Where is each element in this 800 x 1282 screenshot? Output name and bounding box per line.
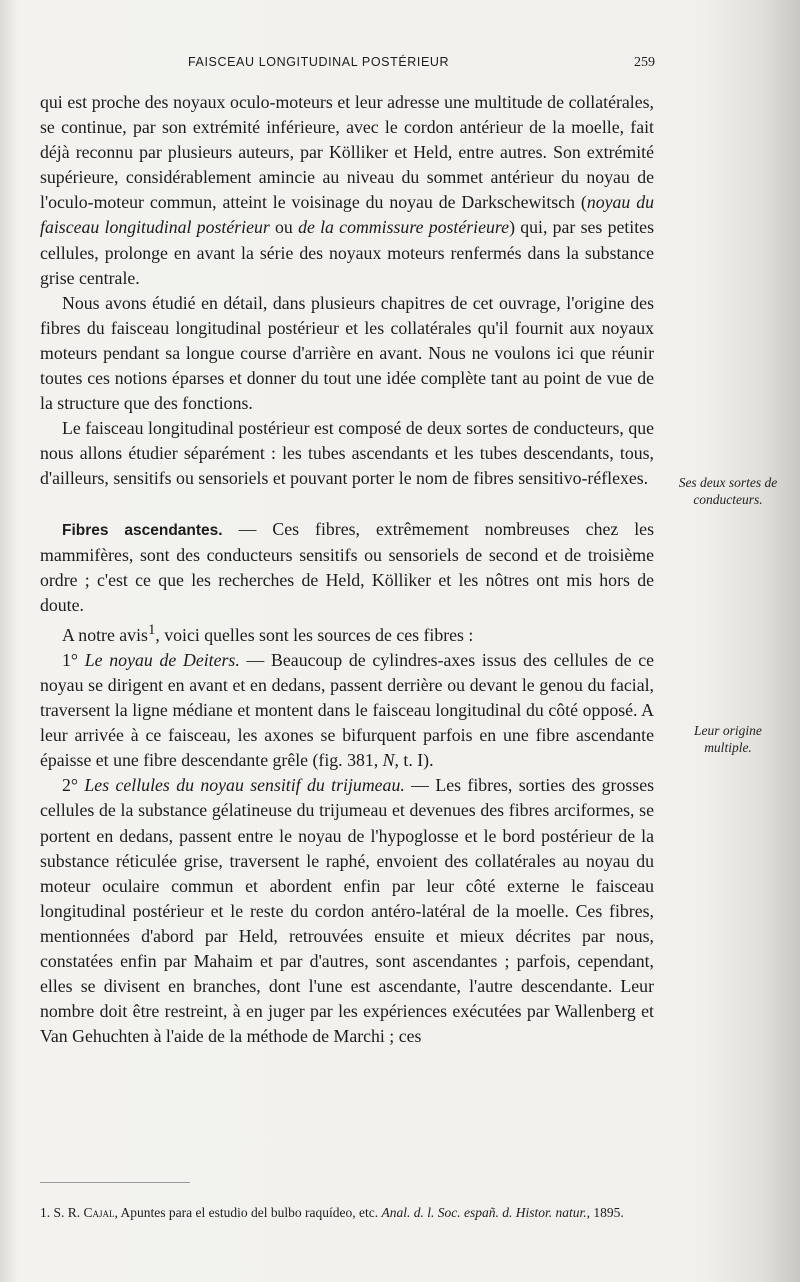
paragraph-sources-intro: A notre avis$^1$, voici quelles sont les sources de ces fibres : xyxy=(62,621,474,645)
paragraph-ascending-fibres: Fibres ascendantes. — Ces fibres, extrêmement nombreuses chez les mammifères, sont des conducteurs sensitifs ou sensoriels de second et de troisième ordre ; c'est ce que les recherches de Held, Kölliker et les nôtres ont mis hors de doute. xyxy=(40,518,654,615)
main-text xyxy=(40,90,654,1049)
paragraph-continuation: qui est proche des noyaux oculo-moteurs et leur adresse une multitude de collatérales, se continue, par son extrémité inférieure, avec le cordon antérieur de la moelle, fait déjà reconnu par plusieurs auteurs, par Kölliker et Held, entre autres. Son extrémité supérieure, considérablement amincie au niveau du sommet antérieur du noyau de l'oculo-moteur commun, atteint le voisinage du noyau de Darkschewitsch (noyau du faisceau longitudinal postérieur ou de la commissure postérieure) qui, par ses petites cellules, prolonge en avant la série des noyaux moteurs renfermés dans la substance grise centrale. xyxy=(40,92,654,288)
footnote: 1. S. R. Cajal, Apuntes para el estudio del bulbo raquídeo, etc. Anal. d. l. Soc. españ. d. Histor. natur., 1895. xyxy=(40,1205,624,1220)
margin-note-origin: Leur origine multiple. xyxy=(694,723,762,755)
page-number: 259 xyxy=(634,55,655,70)
page-header xyxy=(60,55,655,71)
section-heading: Fibres ascendantes. xyxy=(62,521,223,539)
paragraph-overview: Nous avons étudié en détail, dans plusieurs chapitres de cet ouvrage, l'origine des fibres du faisceau longitudinal postérieur et les collatérales qu'il fournit aux noyaux moteurs pendant sa longue course d'arrière en avant. Nous ne voulons ici que réunir toutes ces notions éparses et donner du tout une idée complète tant au point de vue de la structure que des fonctions. xyxy=(40,292,654,414)
footnote-divider xyxy=(40,1182,190,1183)
running-title: FAISCEAU LONGITUDINAL POSTÉRIEUR xyxy=(188,55,450,69)
paragraph-two-kinds: Le faisceau longitudinal postérieur est composé de deux sortes de conducteurs, que nous allons étudier séparément : les tubes ascendants et les tubes descendants, tous, d'ailleurs, sensitifs ou sensoriels et pouvant porter le nom de fibres sensitivo-réflexes. xyxy=(40,418,654,489)
paragraph-deiters: 1° Le noyau de Deiters. — Beaucoup de cylindres-axes issus des cellules de ce noyau se dirigent en avant et en dedans, passent derrière ou devant le genou du facial, traversent la ligne médiane et montent dans le faisceau longitudinal du côté opposé. A leur arrivée à ce faisceau, les axones se bifurquent parfois en une fibre ascendante épaisse et une fibre descendante grêle (fig. 381, N, t. I). xyxy=(40,649,654,771)
margin-note-conductors: Ses deux sortes de conducteurs. xyxy=(678,475,778,507)
footnote-marker: 1 xyxy=(147,621,156,638)
paragraph-trigeminal: 2° Les cellules du noyau sensitif du trijumeau. — Les fibres, sorties des grosses cellules de la substance gélatineuse du trijumeau et devenues des fibres arciformes, se portent en dedans, passent entre le noyau de l'hypoglosse et le bord postérieur de la substance réticulée grise, traversent le raphé, envoient des collatérales au noyau du moteur oculaire commun et abordent enfin par leur côté externe le faisceau longitudinal postérieur et le reste du cordon antéro-latéral de la moelle. Ces fibres, mentionnées d'abord par Held, retrouvées ensuite et mieux décrites par nous, constatées enfin par Mahaim et par d'autres, sont ascendantes ; parfois, cependant, elles se divisent en branches, dont l'une est ascendante, l'autre descendante. Leur nombre doit être restreint, à en juger par les expériences exécutées par Wallenberg et Van Gehuchten à l'aide de la méthode de Marchi ; ces xyxy=(40,775,655,1047)
